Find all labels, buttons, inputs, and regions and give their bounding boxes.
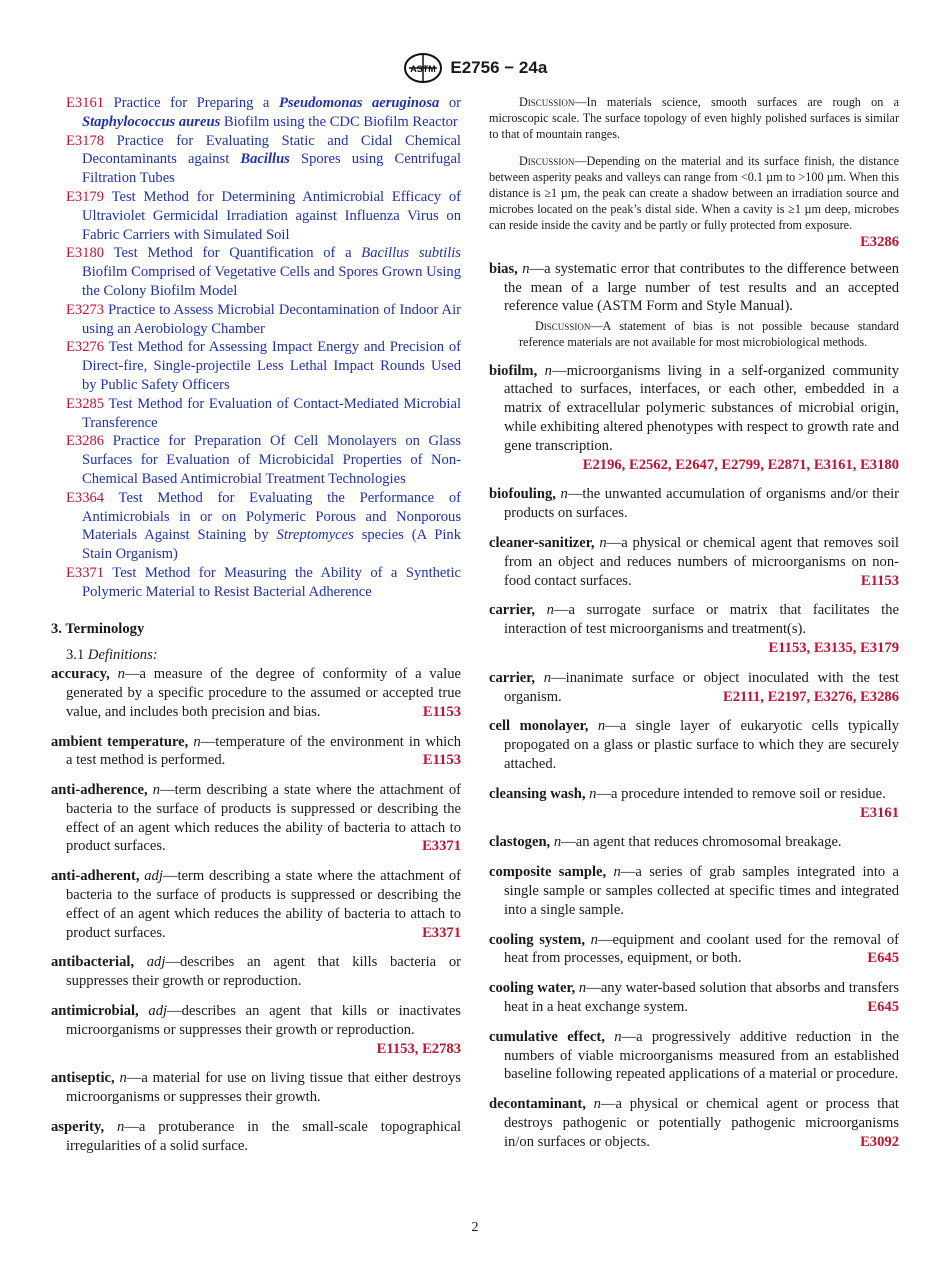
part-of-speech: n: [546, 602, 554, 619]
reference-code[interactable]: E3180: [66, 245, 114, 262]
reference-title: Biofilm using the CDC Biofilm Reactor: [220, 113, 458, 130]
definition-text: —the unwanted accumulation of organisms and/or their products on surfaces.: [504, 486, 899, 522]
definition-term: composite sample,: [489, 864, 614, 881]
definition-entry: [489, 833, 899, 852]
definition-entry: [489, 362, 899, 475]
definition-text: —a protuberance in the small-scale topographical irregularities of a solid surface.: [66, 1119, 461, 1154]
reference-code[interactable]: E3178: [66, 132, 117, 149]
standard-code-link[interactable]: E1153: [422, 703, 461, 720]
definition-text: —a procedure intended to remove soil or residue.: [596, 785, 886, 802]
reference-title: Test Method for Determining Antimicrobial Efficacy of Ultraviolet Germicidal Irradiation against Influenza Virus on Fabric Carriers with Simulated Soil: [82, 188, 461, 243]
reference-code[interactable]: E3179: [66, 188, 112, 205]
discussion-text: —A statement of bias is not possible because standard reference materials are not available for most microbiological methods.: [519, 319, 899, 350]
part-of-speech: adj: [144, 868, 163, 885]
definition-term: cumulative effect,: [489, 1028, 615, 1045]
discussion-label: Discussion: [519, 95, 575, 109]
part-of-speech: n: [590, 931, 598, 948]
definition-entry: [51, 781, 461, 856]
part-of-speech: n: [599, 535, 607, 551]
reference-organism: Bacillus subtilis: [361, 245, 461, 262]
astm-logo-icon: [403, 52, 443, 84]
discussion-note: [489, 94, 899, 143]
reference-title: Spores using Centrifugal Filtration Tubes: [82, 151, 461, 187]
definition-term: cell monolayer,: [489, 718, 598, 735]
part-of-speech: n: [553, 834, 562, 851]
definition-entry: [51, 1118, 461, 1156]
reference-title: Practice for Evaluating Static and Cidal Chemical Decontaminants against: [82, 132, 461, 168]
reference-item[interactable]: [51, 132, 461, 188]
part-of-speech: n: [560, 486, 568, 503]
subsection-title: Definitions:: [87, 647, 158, 664]
definition-entry: [489, 979, 899, 1017]
definition-text: —a single layer of eukaryotic cells typically propogated on a glass or plastic surface to which they are securely attached.: [504, 718, 900, 772]
part-of-speech: n: [119, 1070, 127, 1087]
definition-entry: [489, 601, 899, 657]
definition-entry: [51, 665, 461, 721]
definition-entry: [489, 863, 899, 919]
reference-title: Test Method for Quantification of a: [113, 245, 362, 262]
definition-term: anti-adherent,: [51, 868, 145, 885]
definition-text: —describes an agent that kills bacteria or suppresses their growth or reproduction.: [66, 954, 461, 990]
definition-text: —equipment and coolant used for the removal of heat from processes, equipment, or both.: [504, 931, 899, 967]
left-definitions: [51, 665, 461, 1156]
discussion-note: [504, 318, 899, 350]
reference-organism: Pseudomonas aeruginosa: [278, 95, 440, 111]
definition-entry: [51, 1002, 461, 1058]
definition-entry: [51, 953, 461, 991]
reference-title: Test Method for Assessing Impact Energy and Precision of Direct-fire, Single-projectile Less Lethal Impact Rounds Used by Public Safety Officers: [82, 339, 461, 393]
page-header: [0, 52, 950, 84]
standard-code-links[interactable]: E2196, E2562, E2647, E2799, E2871, E3161, E3180: [582, 456, 899, 473]
reference-item[interactable]: [51, 489, 461, 564]
definition-term: asperity,: [51, 1119, 117, 1136]
part-of-speech: adj: [146, 954, 166, 971]
page-number: 2: [471, 1220, 479, 1235]
left-column: [51, 94, 461, 1167]
reference-code[interactable]: E3371: [66, 564, 113, 581]
part-of-speech: n: [117, 666, 125, 683]
document-id: E2756 − 24a: [450, 57, 548, 77]
part-of-speech: n: [614, 1028, 622, 1045]
svg-text:ASTM: ASTM: [409, 64, 436, 74]
part-of-speech: adj: [148, 1003, 168, 1020]
standard-code-link[interactable]: E3092: [860, 1133, 899, 1150]
reference-code[interactable]: E3285: [66, 395, 109, 412]
reference-item[interactable]: [51, 395, 461, 433]
reference-title: or: [439, 95, 461, 111]
definition-entry: [51, 1069, 461, 1107]
reference-item[interactable]: [51, 432, 461, 488]
part-of-speech: n: [116, 1119, 125, 1136]
part-of-speech: n: [578, 980, 587, 997]
part-of-speech: n: [593, 1096, 601, 1113]
part-of-speech: n: [544, 362, 552, 379]
standard-code-link[interactable]: E645: [867, 950, 899, 967]
standard-code-links[interactable]: E1153, E3135, E3179: [768, 639, 899, 656]
definition-text: —a systematic error that contributes to the difference between the mean of a large number of test results and an accepted reference value (ASTM Form and Style Manual).: [504, 260, 899, 315]
definition-text: —a physical or chemical agent that removes soil from an object and reduces numbers of microorganisms on non-food contact surfaces.: [504, 535, 899, 589]
definition-text: —any water-based solution that absorbs and transfers heat in a heat exchange system.: [504, 980, 899, 1015]
definition-text: —describes an agent that kills or inactivates microorganisms or suppresses their growth or reproduction.: [66, 1003, 461, 1038]
reference-title: Test Method for Evaluating the Performance of Antimicrobials in or on Polymeric Porous and Nonporous Materials Against Staining by: [82, 489, 461, 544]
definition-text: —a series of grab samples integrated into a single sample or samples collected at specific times and integrated into a single sample.: [504, 864, 899, 918]
part-of-speech: n: [597, 718, 606, 735]
reference-organism: Bacillus: [240, 151, 290, 168]
definition-text: —a physical or chemical agent or process that destroys pathogenic or potentially pathogenic microorganisms in/on surfaces or objects.: [504, 1096, 899, 1150]
definition-text: —term describing a state where the attachment of bacteria to the surface of products is suppressed or describing the effect of an agent which reduces the ability of bacteria to attach to product surfaces.: [66, 868, 461, 941]
discussion-label: Discussion: [535, 319, 591, 334]
definition-term: cooling water,: [489, 980, 579, 997]
right-column: [489, 94, 899, 1163]
definition-term: carrier,: [489, 669, 544, 686]
reference-title: Practice for Preparing a: [113, 95, 279, 111]
definition-entry: [489, 785, 899, 823]
reference-code[interactable]: E3364: [66, 489, 119, 506]
definition-term: clastogen,: [489, 834, 554, 851]
definition-entry: [489, 717, 899, 773]
standard-code-link[interactable]: E3371: [422, 924, 461, 941]
referenced-documents-list: [51, 94, 461, 602]
discussion-text: —In materials science, smooth surfaces are rough on a microscopic scale. The surface topology of even highly polished surfaces is similar to that of mountain ranges.: [489, 95, 899, 142]
standard-code-link[interactable]: E2111, E2197, E3276, E3286: [723, 688, 899, 705]
definition-text: —inanimate surface or object inoculated with the test organism.: [504, 669, 899, 705]
section-title: 3. Terminology: [51, 620, 145, 637]
reference-title: Biofilm Comprised of Vegetative Cells and Spores Grown Using the Colony Biofilm Model: [82, 264, 461, 299]
definition-term: biofilm,: [489, 362, 545, 379]
part-of-speech: n: [193, 733, 201, 750]
definition-entry: [51, 733, 461, 771]
definition-term: ambient temperature,: [51, 733, 194, 750]
definition-term: decontaminant,: [489, 1096, 594, 1113]
reference-title: Practice for Preparation Of Cell Monolayers on Glass Surfaces for Evaluation of Microbicidal Properties of Non-Chemical Based Antimicrobial Treatment Technologies: [82, 433, 461, 487]
standard-code-link[interactable]: E3286: [860, 233, 899, 250]
discussion-note: [489, 153, 899, 250]
definition-entry: [51, 867, 461, 942]
right-definitions: [489, 260, 899, 1152]
definition-text: —a surrogate surface or matrix that facilitates the interaction of test microorganisms and treatment(s).: [504, 602, 899, 638]
definition-term: antiseptic,: [51, 1070, 120, 1087]
definition-term: antimicrobial,: [51, 1003, 149, 1020]
part-of-speech: n: [589, 785, 597, 802]
reference-item[interactable]: [51, 94, 461, 132]
part-of-speech: n: [543, 669, 552, 686]
reference-organism: Staphylococcus aureus: [82, 113, 221, 130]
definition-term: bias,: [489, 260, 523, 277]
reference-item[interactable]: [51, 301, 461, 339]
reference-item[interactable]: [51, 338, 461, 394]
definition-text: —term describing a state where the attachment of bacteria to the surface of products is suppressed or describing the effect of an agent which reduces the ability of bacteria to attach to product surfaces.: [66, 782, 461, 855]
part-of-speech: n: [522, 260, 530, 277]
definition-entry: [489, 669, 899, 707]
subsection-heading: [51, 646, 461, 665]
discussion-notes: [489, 94, 899, 250]
definition-term: cooling system,: [489, 931, 591, 948]
standard-code-link[interactable]: E1153: [860, 572, 899, 589]
standard-code-link[interactable]: E3371: [422, 838, 461, 855]
reference-code[interactable]: E3161: [66, 95, 114, 111]
definition-term: antibacterial,: [51, 954, 147, 971]
reference-title: Test Method for Evaluation of Contact-Mediated Microbial Transference: [82, 395, 461, 431]
definition-term: accuracy,: [51, 666, 118, 683]
definition-text: —a material for use on living tissue that either destroys microorganisms or suppresses their growth.: [66, 1070, 461, 1106]
definition-term: anti-adherence,: [51, 782, 153, 799]
reference-organism: Streptomyces: [276, 527, 354, 544]
definition-term: cleaner-sanitizer,: [489, 535, 600, 551]
definition-term: biofouling,: [489, 486, 561, 503]
standard-code-links[interactable]: E1153, E2783: [376, 1040, 461, 1057]
definition-entry: [489, 931, 899, 969]
reference-code[interactable]: E3286: [66, 433, 113, 450]
reference-item[interactable]: [51, 564, 461, 602]
standard-code-link[interactable]: E3161: [860, 804, 899, 821]
reference-title: species (A Pink Stain Organism): [82, 527, 462, 563]
reference-code[interactable]: E3276: [66, 339, 109, 356]
definition-term: carrier,: [489, 602, 547, 619]
reference-item[interactable]: [51, 244, 461, 300]
discussion-text: —Depending on the material and its surface finish, the distance between asperity peaks and valleys can range from <0.1 µm to >100 µm. When this distance is ≥1 µm, the peak can create a shadow between an irradiation source and microbes located on the peak’s distal side. When a cavity is ≥1 µm deep, microbes can reside inside the cavity and be partly or fully protected from exposure.: [489, 153, 899, 233]
definition-entry: [489, 1028, 899, 1084]
definition-text: —an agent that reduces chromosomal breakage.: [561, 834, 842, 851]
reference-code[interactable]: E3273: [66, 301, 109, 318]
definition-text: —a measure of the degree of conformity of a value generated by a specific procedure to the assumed or accepted true value, and includes both precision and bias.: [66, 666, 461, 720]
definition-text: —temperature of the environment in which a test method is performed.: [66, 733, 461, 769]
definition-text: —a progressively additive reduction in the numbers of viable microorganisms measured from an established baseline following repeated applications of a material or procedure.: [504, 1028, 899, 1083]
subsection-number: 3.1: [66, 647, 85, 664]
definition-entry: [489, 260, 899, 351]
standard-code-link[interactable]: E1153: [422, 752, 461, 769]
definition-term: cleansing wash,: [489, 785, 590, 802]
definition-entry: [489, 534, 899, 590]
reference-title: Practice to Assess Microbial Decontamination of Indoor Air using an Aerobiology Chamber: [82, 301, 461, 337]
definition-entry: [489, 485, 899, 523]
definition-text: —microorganisms living in a self-organized community attached to surfaces, interfaces, or each other, embedded in a matrix of extracellular polymeric substances of microbial origin, while exhibiting altered phenotypes with respect to growth rate and gene transcription.: [504, 362, 900, 454]
part-of-speech: n: [613, 864, 621, 881]
discussion-label: Discussion: [519, 153, 575, 168]
reference-title: Test Method for Measuring the Ability of a Synthetic Polymeric Material to Resist Bacterial Adherence: [82, 564, 461, 600]
definition-entry: [489, 1095, 899, 1151]
standard-code-link[interactable]: E645: [867, 998, 899, 1015]
part-of-speech: n: [152, 782, 161, 799]
reference-item[interactable]: [51, 188, 461, 244]
